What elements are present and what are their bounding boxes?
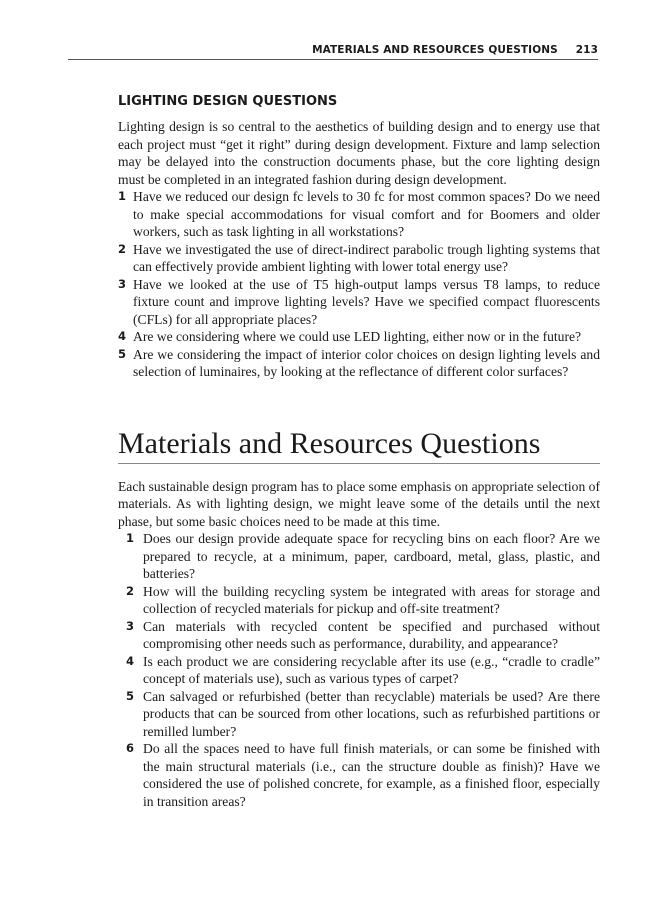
- page-number: 213: [575, 44, 598, 56]
- page-content: [118, 94, 600, 810]
- item-text: How will the building recycling system be integrated with areas for storage and collection of recycled materials for pickup and off-site treatment?: [143, 583, 600, 616]
- item-number: 2: [118, 241, 127, 256]
- item-text: Do all the spaces need to have full finish materials, or can some be finished with the main structural materials (i.e., can the structure double as finish)? Have we considered the use of polished concrete, for example, as a finished floor, especially in transition areas?: [143, 741, 600, 809]
- list-item: [118, 740, 600, 810]
- list-item: [118, 241, 600, 276]
- list-item: [118, 328, 600, 346]
- materials-section: [118, 427, 600, 811]
- item-number: 5: [126, 688, 135, 703]
- list-item: [118, 346, 600, 381]
- item-text: Are we considering the impact of interior color choices on design lighting levels and selection of luminaires, by looking at the reflectance of different color surfaces?: [133, 346, 600, 379]
- materials-intro: Each sustainable design program has to place some emphasis on appropriate selection of materials. As with lighting design, we might leave some of the details until the next phase, but some basic choices need to be made at this time.: [118, 478, 600, 529]
- item-number: 5: [118, 346, 127, 361]
- materials-title: Materials and Resources Questions: [118, 427, 600, 464]
- item-text: Have we looked at the use of T5 high-output lamps versus T8 lamps, to reduce fixture count and improve lighting levels? Have we specified compact fluorescents (CFLs) for all appropriate places?: [133, 276, 600, 327]
- item-number: 3: [126, 618, 135, 633]
- lighting-intro: Lighting design is so central to the aesthetics of building design and to energy use that each project must “get it right” during design development. Fixture and lamp selection may be delayed into the construction documents phase, but the core lighting design must be completed in an integrated fashion during design development.: [118, 119, 600, 187]
- item-number: 3: [118, 276, 127, 291]
- item-number: 6: [126, 741, 135, 755]
- item-text: Have we reduced our design fc levels to 30 fc for most common spaces? Do we need to make special accommodations for visual comfort and for Boomers and older workers, such as task lighting in all workstations?: [133, 189, 600, 239]
- running-title: MATERIALS AND RESOURCES QUESTIONS: [312, 44, 558, 56]
- item-text: Have we investigated the use of direct-indirect parabolic trough lighting systems that can effectively provide ambient lighting with lower total energy use?: [133, 241, 600, 274]
- item-text: Can materials with recycled content be specified and purchased without compromising other needs such as performance, durability, and appearance?: [143, 618, 600, 651]
- running-header: [312, 44, 598, 56]
- item-number: 1: [118, 189, 127, 203]
- item-number: 4: [118, 329, 127, 343]
- item-text: Are we considering where we could use LED lighting, either now or in the future?: [133, 329, 582, 344]
- list-item: [118, 688, 600, 741]
- item-number: 1: [126, 531, 135, 545]
- list-item: [118, 618, 600, 653]
- list-item: [118, 530, 600, 583]
- item-text: Does our design provide adequate space for recycling bins on each floor? Are we prepared to recycle, at a minimum, paper, cardboard, metal, glass, plastic, and batteries?: [143, 531, 600, 581]
- item-text: Can salvaged or refurbished (better than recyclable) materials be used? Are there products that can be sourced from other locations, such as refurbished partitions or remilled lumber?: [143, 688, 600, 739]
- list-item: [118, 583, 600, 618]
- item-number: 4: [126, 653, 135, 668]
- item-text: Is each product we are considering recyclable after its use (e.g., “cradle to cradle” concept of materials use), such as various types of carpet?: [143, 653, 600, 686]
- materials-question-list: [118, 530, 600, 810]
- list-item: [118, 653, 600, 688]
- lighting-question-list: [118, 188, 600, 381]
- list-item: [118, 276, 600, 329]
- lighting-section: [118, 94, 600, 381]
- lighting-heading: LIGHTING DESIGN QUESTIONS: [118, 94, 338, 109]
- list-item: [118, 188, 600, 241]
- item-number: 2: [126, 583, 135, 598]
- header-rule: [68, 59, 598, 60]
